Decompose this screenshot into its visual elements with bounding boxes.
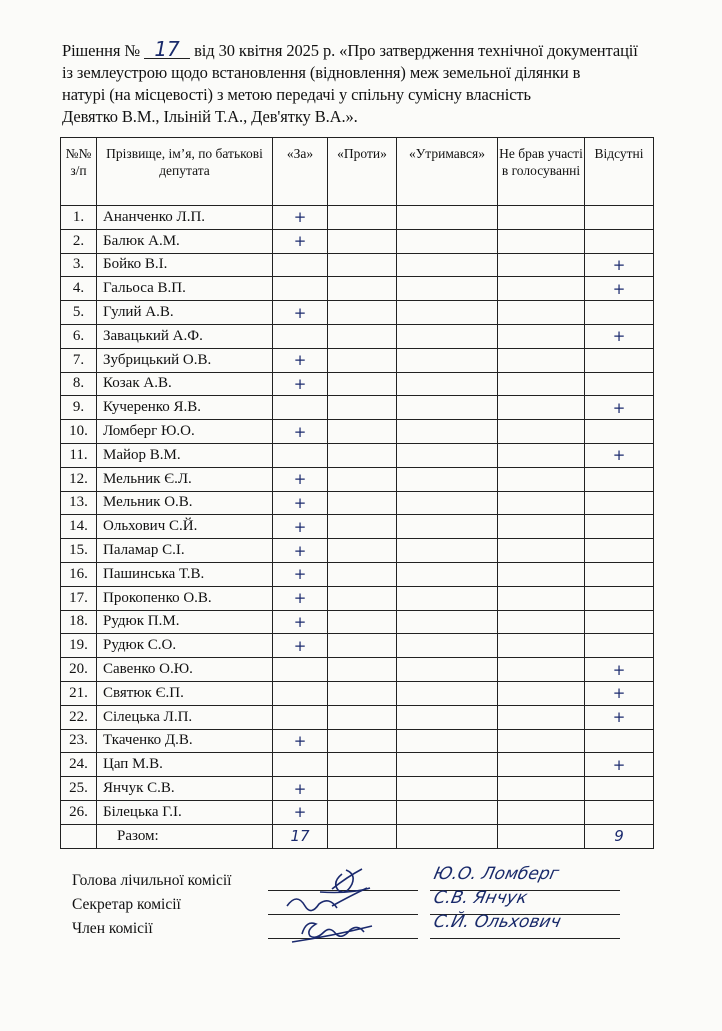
header-line-3: натурі (на місцевості) з метою передачі у спільну сумісну власність xyxy=(62,85,531,104)
deputy-name: Зубрицький О.В. xyxy=(97,348,273,372)
absent-mark xyxy=(585,467,654,491)
vote-abstained-mark xyxy=(397,800,498,824)
vote-abstained-mark xyxy=(397,467,498,491)
absent-mark xyxy=(585,348,654,372)
vote-against-mark xyxy=(328,420,397,444)
row-number: 1. xyxy=(61,206,97,230)
absent-mark: + xyxy=(585,753,654,777)
vote-not-voted-mark xyxy=(498,396,585,420)
vote-abstained-mark xyxy=(397,681,498,705)
vote-for-mark: + xyxy=(273,206,328,230)
row-number: 22. xyxy=(61,705,97,729)
table-row xyxy=(61,324,654,348)
vote-against-mark xyxy=(328,515,397,539)
vote-abstained-mark xyxy=(397,777,498,801)
table-row xyxy=(61,229,654,253)
row-number: 10. xyxy=(61,420,97,444)
vote-against-mark xyxy=(328,443,397,467)
table-row xyxy=(61,277,654,301)
vote-not-voted-mark xyxy=(498,681,585,705)
decision-number: 17 xyxy=(144,40,190,59)
vote-against-mark xyxy=(328,324,397,348)
vote-not-voted-mark xyxy=(498,324,585,348)
vote-abstained-mark xyxy=(397,206,498,230)
col-number: №№ з/п xyxy=(61,138,97,206)
vote-abstained-mark xyxy=(397,301,498,325)
deputy-name: Мельник Є.Л. xyxy=(97,467,273,491)
vote-not-voted-mark xyxy=(498,277,585,301)
absent-mark: + xyxy=(585,658,654,682)
deputy-name: Завацький А.Ф. xyxy=(97,324,273,348)
row-number: 15. xyxy=(61,539,97,563)
absent-mark xyxy=(585,206,654,230)
vote-not-voted-mark xyxy=(498,467,585,491)
row-number: 25. xyxy=(61,777,97,801)
vote-against-mark xyxy=(328,586,397,610)
secretary-name: С.В. Янчук xyxy=(431,888,530,908)
row-number: 2. xyxy=(61,229,97,253)
deputy-name: Ананченко Л.П. xyxy=(97,206,273,230)
table-row xyxy=(61,467,654,491)
vote-abstained-mark xyxy=(397,634,498,658)
vote-against-mark xyxy=(328,253,397,277)
header-line-1 xyxy=(62,37,702,62)
absent-mark: + xyxy=(585,324,654,348)
row-number: 9. xyxy=(61,396,97,420)
row-number: 14. xyxy=(61,515,97,539)
vote-for-mark xyxy=(273,396,328,420)
table-row xyxy=(61,705,654,729)
table-row xyxy=(61,206,654,230)
role-secretary: Секретар комісії xyxy=(72,896,181,913)
absent-mark xyxy=(585,777,654,801)
absent-mark xyxy=(585,562,654,586)
vote-not-voted-mark xyxy=(498,777,585,801)
vote-abstained-mark xyxy=(397,372,498,396)
absent-mark xyxy=(585,515,654,539)
vote-for-mark: + xyxy=(273,634,328,658)
vote-abstained-mark xyxy=(397,420,498,444)
absent-mark xyxy=(585,610,654,634)
vote-against-mark xyxy=(328,658,397,682)
vote-not-voted-mark xyxy=(498,348,585,372)
table-row xyxy=(61,253,654,277)
table-row xyxy=(61,658,654,682)
vote-against-mark xyxy=(328,539,397,563)
vote-for-mark xyxy=(273,681,328,705)
table-row xyxy=(61,729,654,753)
table-row xyxy=(61,681,654,705)
vote-against-mark xyxy=(328,753,397,777)
col-absent: Відсутні xyxy=(585,138,654,206)
deputy-name: Сілецька Л.П. xyxy=(97,705,273,729)
vote-abstained-mark xyxy=(397,658,498,682)
vote-abstained-mark xyxy=(397,491,498,515)
vote-for-mark xyxy=(273,443,328,467)
absent-mark xyxy=(585,420,654,444)
chair-name: Ю.О. Ломберг xyxy=(431,864,561,884)
vote-against-mark xyxy=(328,396,397,420)
vote-against-mark xyxy=(328,610,397,634)
role-chair: Голова лічильної комісії xyxy=(72,872,232,889)
row-number: 8. xyxy=(61,372,97,396)
vote-for-mark: + xyxy=(273,301,328,325)
deputy-name: Мельник О.В. xyxy=(97,491,273,515)
vote-for-mark xyxy=(273,753,328,777)
col-for: «За» xyxy=(273,138,328,206)
vote-not-voted-mark xyxy=(498,562,585,586)
vote-abstained-mark xyxy=(397,515,498,539)
member-name: С.Й. Ольхович xyxy=(431,912,563,932)
vote-not-voted-mark xyxy=(498,705,585,729)
deputy-name: Бойко В.І. xyxy=(97,253,273,277)
deputy-name: Прокопенко О.В. xyxy=(97,586,273,610)
vote-abstained-mark xyxy=(397,539,498,563)
total-label: Разом: xyxy=(97,824,273,848)
vote-for-mark: + xyxy=(273,777,328,801)
row-number: 24. xyxy=(61,753,97,777)
vote-abstained-mark xyxy=(397,729,498,753)
table-row xyxy=(61,515,654,539)
decision-header xyxy=(62,37,702,128)
absent-mark xyxy=(585,586,654,610)
row-number: 6. xyxy=(61,324,97,348)
absent-mark: + xyxy=(585,277,654,301)
table-row xyxy=(61,539,654,563)
deputy-name: Савенко О.Ю. xyxy=(97,658,273,682)
table-row xyxy=(61,491,654,515)
vote-against-mark xyxy=(328,229,397,253)
vote-for-mark: + xyxy=(273,729,328,753)
vote-against-mark xyxy=(328,206,397,230)
vote-abstained-mark xyxy=(397,396,498,420)
deputy-name: Балюк А.М. xyxy=(97,229,273,253)
vote-abstained-mark xyxy=(397,348,498,372)
role-member: Член комісії xyxy=(72,920,153,937)
vote-not-voted-mark xyxy=(498,753,585,777)
vote-for-mark xyxy=(273,253,328,277)
table-header-row xyxy=(61,138,654,206)
row-number: 5. xyxy=(61,301,97,325)
absent-mark xyxy=(585,729,654,753)
vote-not-voted-mark xyxy=(498,491,585,515)
deputy-name: Рудюк П.М. xyxy=(97,610,273,634)
vote-for-mark: + xyxy=(273,539,328,563)
absent-mark: + xyxy=(585,253,654,277)
voting-table xyxy=(60,137,654,849)
vote-against-mark xyxy=(328,562,397,586)
header-line-2: із землеустрою щодо встановлення (відновлення) меж земельної ділянки в xyxy=(62,63,581,82)
absent-mark xyxy=(585,301,654,325)
table-row xyxy=(61,777,654,801)
vote-not-voted-mark xyxy=(498,420,585,444)
vote-abstained-mark xyxy=(397,253,498,277)
vote-against-mark xyxy=(328,301,397,325)
vote-abstained-mark xyxy=(397,443,498,467)
table-row xyxy=(61,586,654,610)
total-row xyxy=(61,824,654,848)
row-number: 3. xyxy=(61,253,97,277)
vote-abstained-mark xyxy=(397,753,498,777)
vote-for-mark xyxy=(273,705,328,729)
vote-for-mark xyxy=(273,658,328,682)
vote-for-mark: + xyxy=(273,467,328,491)
vote-not-voted-mark xyxy=(498,515,585,539)
row-number: 21. xyxy=(61,681,97,705)
vote-against-mark xyxy=(328,634,397,658)
vote-for-mark xyxy=(273,277,328,301)
vote-not-voted-mark xyxy=(498,539,585,563)
vote-abstained-mark xyxy=(397,562,498,586)
vote-not-voted-mark xyxy=(498,634,585,658)
table-row xyxy=(61,348,654,372)
vote-against-mark xyxy=(328,777,397,801)
deputy-name: Рудюк С.О. xyxy=(97,634,273,658)
absent-mark: + xyxy=(585,705,654,729)
vote-for-mark: + xyxy=(273,562,328,586)
absent-mark: + xyxy=(585,396,654,420)
deputy-name: Козак А.В. xyxy=(97,372,273,396)
deputy-name: Янчук С.В. xyxy=(97,777,273,801)
deputy-name: Майор В.М. xyxy=(97,443,273,467)
vote-not-voted-mark xyxy=(498,586,585,610)
deputy-name: Паламар С.І. xyxy=(97,539,273,563)
row-number: 4. xyxy=(61,277,97,301)
vote-for-mark: + xyxy=(273,610,328,634)
vote-not-voted-mark xyxy=(498,800,585,824)
vote-not-voted-mark xyxy=(498,658,585,682)
row-number: 11. xyxy=(61,443,97,467)
total-for: 17 xyxy=(273,824,328,848)
vote-against-mark xyxy=(328,491,397,515)
header-line-4: Девятко В.М., Ільіній Т.А., Дев'ятку В.А.». xyxy=(62,107,358,126)
row-number: 18. xyxy=(61,610,97,634)
row-number: 12. xyxy=(61,467,97,491)
vote-for-mark: + xyxy=(273,348,328,372)
vote-not-voted-mark xyxy=(498,372,585,396)
vote-for-mark: + xyxy=(273,800,328,824)
vote-for-mark: + xyxy=(273,372,328,396)
absent-mark xyxy=(585,539,654,563)
table-row xyxy=(61,562,654,586)
signature-row-secretary xyxy=(72,896,181,918)
absent-mark xyxy=(585,800,654,824)
deputy-name: Гулий А.В. xyxy=(97,301,273,325)
deputy-name: Ломберг Ю.О. xyxy=(97,420,273,444)
vote-against-mark xyxy=(328,800,397,824)
vote-not-voted-mark xyxy=(498,610,585,634)
table-row xyxy=(61,420,654,444)
signature-line xyxy=(430,938,620,939)
vote-abstained-mark xyxy=(397,324,498,348)
vote-for-mark: + xyxy=(273,586,328,610)
deputy-name: Святюк Є.П. xyxy=(97,681,273,705)
deputy-name: Цап М.В. xyxy=(97,753,273,777)
handwritten-signatures xyxy=(272,854,412,954)
vote-against-mark xyxy=(328,729,397,753)
absent-mark xyxy=(585,634,654,658)
vote-for-mark: + xyxy=(273,491,328,515)
row-number: 23. xyxy=(61,729,97,753)
vote-for-mark xyxy=(273,324,328,348)
decision-prefix: Рішення № xyxy=(62,41,141,60)
absent-mark xyxy=(585,372,654,396)
vote-against-mark xyxy=(328,277,397,301)
table-row xyxy=(61,372,654,396)
col-not-voted: Не брав участі в голосуванні xyxy=(498,138,585,206)
signature-row-member xyxy=(72,920,153,942)
total-absent: 9 xyxy=(585,824,654,848)
table-row xyxy=(61,443,654,467)
vote-not-voted-mark xyxy=(498,443,585,467)
signature-row-chair xyxy=(72,872,231,894)
table-row xyxy=(61,800,654,824)
table-row xyxy=(61,753,654,777)
vote-abstained-mark xyxy=(397,705,498,729)
vote-abstained-mark xyxy=(397,586,498,610)
table-row xyxy=(61,396,654,420)
vote-for-mark: + xyxy=(273,420,328,444)
deputy-name: Кучеренко Я.В. xyxy=(97,396,273,420)
deputy-name: Гальоса В.П. xyxy=(97,277,273,301)
vote-for-mark: + xyxy=(273,229,328,253)
vote-against-mark xyxy=(328,681,397,705)
absent-mark: + xyxy=(585,681,654,705)
row-number: 20. xyxy=(61,658,97,682)
vote-against-mark xyxy=(328,372,397,396)
col-against: «Проти» xyxy=(328,138,397,206)
decision-date-title: від 30 квітня 2025 р. «Про затвердження технічної документації xyxy=(194,41,638,60)
col-abstained: «Утримався» xyxy=(397,138,498,206)
deputy-name: Білецька Г.І. xyxy=(97,800,273,824)
vote-abstained-mark xyxy=(397,610,498,634)
table-row xyxy=(61,301,654,325)
table-row xyxy=(61,610,654,634)
absent-mark xyxy=(585,229,654,253)
deputy-name: Пашинська Т.В. xyxy=(97,562,273,586)
vote-not-voted-mark xyxy=(498,729,585,753)
row-number: 17. xyxy=(61,586,97,610)
row-number: 7. xyxy=(61,348,97,372)
row-number: 16. xyxy=(61,562,97,586)
vote-not-voted-mark xyxy=(498,229,585,253)
deputy-name: Ольхович С.Й. xyxy=(97,515,273,539)
row-number: 19. xyxy=(61,634,97,658)
row-number: 26. xyxy=(61,800,97,824)
vote-against-mark xyxy=(328,348,397,372)
vote-against-mark xyxy=(328,705,397,729)
vote-not-voted-mark xyxy=(498,301,585,325)
absent-mark: + xyxy=(585,443,654,467)
col-name: Прізвище, ім’я, по батькові депутата xyxy=(97,138,273,206)
row-number: 13. xyxy=(61,491,97,515)
vote-abstained-mark xyxy=(397,277,498,301)
vote-not-voted-mark xyxy=(498,206,585,230)
vote-against-mark xyxy=(328,467,397,491)
vote-for-mark: + xyxy=(273,515,328,539)
table-row xyxy=(61,634,654,658)
vote-abstained-mark xyxy=(397,229,498,253)
absent-mark xyxy=(585,491,654,515)
vote-not-voted-mark xyxy=(498,253,585,277)
deputy-name: Ткаченко Д.В. xyxy=(97,729,273,753)
